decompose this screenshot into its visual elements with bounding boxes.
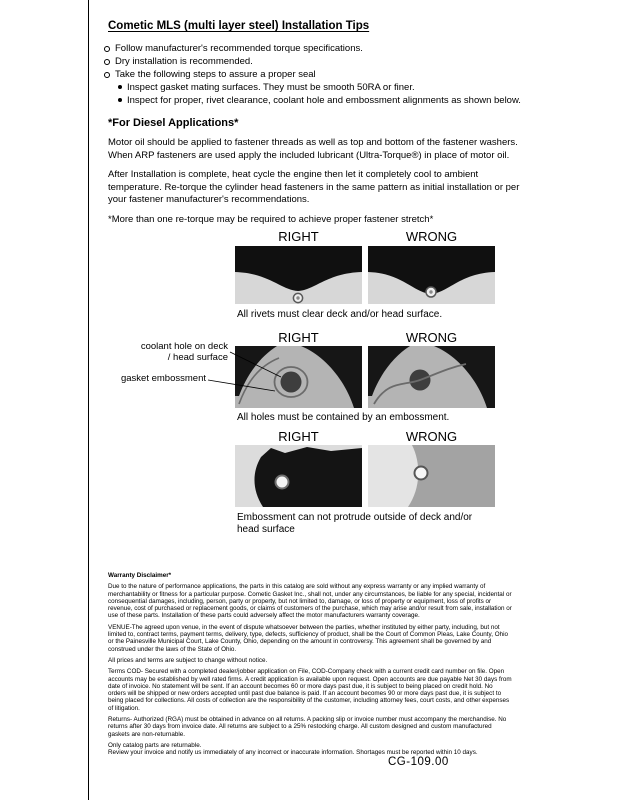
embossment-hole-icon	[276, 476, 289, 489]
page-code: CG-109.00	[388, 756, 449, 768]
diesel-applications-heading: *For Diesel Applications*	[108, 117, 239, 129]
hollow-bullet-icon	[104, 59, 110, 65]
wrong-column-label: WRONG	[405, 330, 458, 345]
tip-item	[104, 42, 521, 55]
warranty-heading: Warranty Disclaimer*	[108, 572, 172, 579]
coolant-hole-callout: coolant hole on deck / head surface	[140, 341, 228, 363]
tip-item-text: Dry installation is recommended.	[115, 56, 253, 67]
warranty-disclaimer	[108, 572, 512, 761]
warranty-paragraph: All prices and terms are subject to change without notice.	[108, 656, 268, 664]
gasket-embossment-callout: gasket embossment	[120, 373, 206, 384]
diagram-rivet-right	[235, 246, 362, 304]
sub-tip-item-text: Inspect gasket mating surfaces. They must be smooth 50RA or finer.	[127, 82, 415, 93]
warranty-paragraph: Only catalog parts are returnable.	[108, 741, 202, 749]
diesel-paragraph-2: After Installation is complete, heat cycle the engine then let it completely cool to ambient temperature. Re-torque the cylinder head fasteners in the same pattern as initial installation or per your fastener manufacturer's recommendations.	[108, 169, 520, 205]
tip-item-text: Follow manufacturer's recommended torque specifications.	[115, 43, 363, 54]
retorque-note: *More than one re-torque may be required to achieve proper fastener stretch*	[108, 214, 434, 225]
warranty-paragraph: Review your invoice and notify us immediately of any incorrect or inaccurate information. Shortages must be reported within 10 days.	[108, 749, 478, 757]
tip-item	[104, 68, 521, 81]
warranty-paragraph: VENUE-The agreed upon venue, in the event of dispute whatsoever between the parties, whether instituted by either party, including, but not limited to, contract terms, payment terms, delivery, type, defects, sufficiency of product, shall be the Court of Common Pleas, Lake County, Ohio or the Painesville Municipal Court, Lake County, Ohio, depending on the amount in controversy. This agreement shall be governed by and construed under the laws of the State of Ohio.	[108, 623, 509, 653]
diagram-caption-holes: All holes must be contained by an embossment.	[237, 412, 450, 423]
right-column-label: RIGHT	[278, 229, 319, 244]
tip-item	[104, 55, 521, 68]
embossment-hole-icon	[415, 467, 428, 480]
diagram-embossment-wrong	[368, 346, 495, 408]
sub-tip-item-text: Inspect for proper, rivet clearance, coolant hole and embossment alignments as shown below.	[127, 95, 521, 106]
right-column-label: RIGHT	[278, 429, 319, 444]
coolant-hole-icon	[281, 372, 302, 393]
diesel-paragraph-1: Motor oil should be applied to fastener threads as well as top and bottom of the fastener washers. When ARP fasteners are used apply the included lubricant (Ultra-Torque®) in place of motor oil.	[108, 137, 518, 161]
diagram-rivet-wrong	[368, 246, 495, 304]
page-title: Cometic MLS (multi layer steel) Installation Tips	[108, 20, 370, 32]
tips-list	[104, 42, 521, 107]
filled-bullet-icon	[118, 98, 122, 102]
filled-bullet-icon	[118, 85, 122, 89]
warranty-paragraph: Terms COD- Secured with a completed dealer/jobber application on File, COD-Company check with a current credit card number on file. Open accounts may be established by well rated firms. A credit application is available upon request. Open accounts are due payable Net 30 days from date of invoice. No statement will be sent. If an account becomes 60 or more days past due, it is subject to being placed on credit hold. No orders will be shipped or new orders accepted until past due balance is paid. If an account becomes 90 or more days past due, it is subject to being placed for collections. All costs of collection are the responsibility of the customer, including attorney fees, court costs, and other expenses of litigation.	[108, 668, 512, 712]
diagram-caption-protrusion: Embossment can not protrude outside of deck and/or head surface	[237, 512, 473, 535]
diagram-protrusion-wrong	[368, 445, 495, 507]
diagram-caption-rivets: All rivets must clear deck and/or head surface.	[237, 309, 443, 320]
sub-tip-item	[104, 81, 521, 94]
sub-tip-item	[104, 94, 521, 107]
warranty-paragraph: Due to the nature of performance applications, the parts in this catalog are sold without any express warranty or any implied warranty of merchantability or fitness for a particular purpose. Cometic Gasket Inc., shall not, under any circumstances, be liable for any special, incidental or consequential damages, including, person, party or property, but not limited to, damage, or loss of property or equipment, loss of profits or revenue, cost of purchased or replacement goods, or claims of customers of the purchase, which may arise and/or result from sale, installation or use of these parts. Installation of these parts could adversely affect the motor manufacturers warranty coverage.	[108, 583, 512, 620]
tip-item-text: Take the following steps to assure a proper seal	[115, 69, 316, 80]
wrong-column-label: WRONG	[405, 229, 458, 244]
hollow-bullet-icon	[104, 46, 110, 52]
hollow-bullet-icon	[104, 72, 110, 78]
wrong-column-label: WRONG	[405, 429, 458, 444]
right-column-label: RIGHT	[278, 330, 319, 345]
diagram-embossment-right	[235, 346, 362, 408]
warranty-paragraph: Returns- Authorized (RGA) must be obtained in advance on all returns. A packing slip or invoice number must accompany the merchandise. No returns after 30 days from invoice date. All returns are subject to a 25% restocking charge. All custom designed and custom manufactured gaskets are non-returnable.	[108, 716, 507, 738]
left-margin-rule	[88, 0, 89, 800]
diagram-protrusion-right	[235, 445, 362, 507]
